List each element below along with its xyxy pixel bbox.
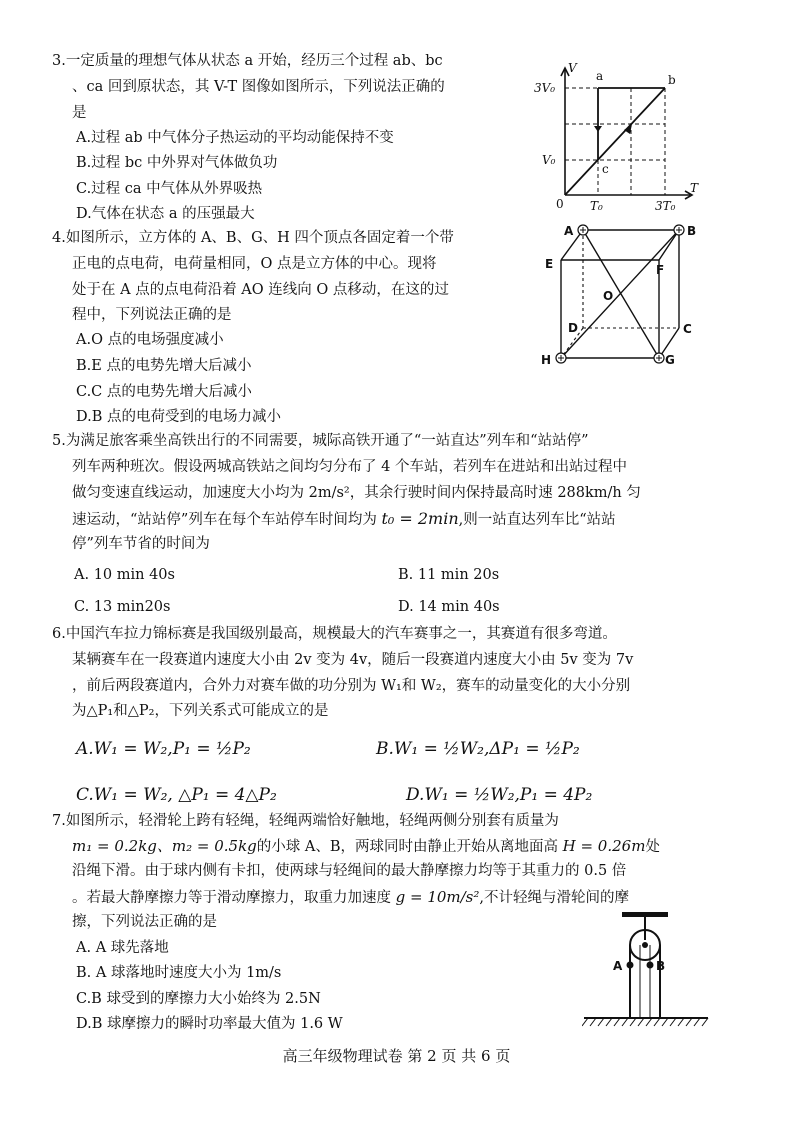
q3-option-a: A.过程 ab 中气体分子热运动的平均动能保持不变: [76, 130, 394, 146]
q5-stem-line-4-text-a: 速运动，“站站停”列车在每个车站停车时间均为: [72, 512, 377, 528]
q7-label-b: B: [656, 959, 666, 973]
q4-stem-line-3: 处于在 A 点的点电荷沿着 AO 连线向 O 点移动，在这的过: [72, 282, 449, 298]
q4-vertex-g: G: [665, 353, 675, 367]
q7-label-a: A: [613, 959, 623, 973]
q7-pulley-figure: [582, 910, 712, 1030]
q5-stem-line-2: 列车两种班次。假设两城高铁站之间均匀分布了 4 个车站，若列车在进站和出站过程中: [72, 459, 627, 475]
q4-option-c: C.C 点的电势先增大后减小: [76, 384, 252, 400]
q7-height-formula: H = 0.26m: [562, 837, 646, 855]
q5-stem-line-4: [72, 508, 616, 531]
q5-stem-line-3: 做匀变速直线运动，加速度大小均为 2m/s²，其余行驶时间内保持最高时速 288km/h 匀: [72, 485, 641, 501]
q4-option-d: D.B 点的电荷受到的电场力减小: [76, 409, 281, 425]
q3-option-c: C.过程 ca 中气体从外界吸热: [76, 181, 263, 197]
q7-stem-line-2-text-b: 的小球 A、B，两球同时由静止开始从离地面高: [256, 839, 559, 855]
q7-ball-a: [627, 962, 634, 969]
q5-option-c: C. 13 min20s: [74, 599, 171, 615]
q3-y-tick-v0: V₀: [542, 153, 556, 167]
q3-y-tick-3v0: 3V₀: [534, 81, 556, 95]
q3-origin-label: 0: [556, 197, 564, 211]
q7-stem-line-5: 擦，下列说法正确的是: [72, 914, 217, 930]
q3-stem-line-1: 3.一定质量的理想气体从状态 a 开始，经历三个过程 ab、bc: [52, 53, 443, 69]
q3-option-b: B.过程 bc 中外界对气体做负功: [76, 155, 278, 171]
q7-stem-line-2: [72, 835, 660, 858]
q6-option-b: B.W₁ = ½W₂,ΔP₁ = ½P₂: [376, 739, 580, 759]
q7-option-b: B. A 球落地时速度大小为 1m/s: [76, 965, 282, 981]
q7-stem-line-4-text-b: ,不计轻绳与滑轮间的摩: [479, 890, 630, 906]
q4-vertex-d: D: [568, 321, 578, 335]
q5-stem-line-1: 5.为满足旅客乘坐高铁出行的不同需要，城际高铁开通了“一站直达”列车和“站站停”: [52, 433, 589, 449]
q3-option-d: D.气体在状态 a 的压强最大: [76, 206, 255, 222]
q5-option-a: A. 10 min 40s: [74, 567, 175, 583]
q4-center-o: O: [603, 289, 614, 303]
q6-option-c: C.W₁ = W₂, △P₁ = 4△P₂: [76, 785, 277, 805]
q3-axis-t-label: T: [690, 181, 699, 195]
q3-axis-v-label: V: [568, 61, 577, 75]
q4-vertex-b: B: [687, 224, 697, 238]
q7-stem-line-2-text-d: 处: [645, 839, 660, 855]
q5-stop-time-formula: t₀ = 2min: [381, 509, 459, 528]
q7-option-a: A. A 球先落地: [76, 940, 169, 956]
q4-option-a: A.O 点的电场强度减小: [76, 332, 224, 348]
q4-stem-line-1: 4.如图所示，立方体的 A、B、G、H 四个顶点各固定着一个带: [52, 230, 454, 246]
q7-stem-line-4: [72, 886, 629, 909]
q5-option-d: D. 14 min 40s: [398, 599, 500, 615]
q5-option-b: B. 11 min 20s: [398, 567, 500, 583]
q3-point-a-label: a: [596, 69, 604, 83]
q7-option-d: D.B 球摩擦力的瞬时功率最大值为 1.6 W: [76, 1016, 343, 1032]
q3-stem-line-3: 是: [72, 105, 87, 121]
q4-vertex-c: C: [683, 322, 692, 336]
q4-cube-figure: [535, 218, 710, 373]
q7-ball-b: [647, 962, 654, 969]
q5-stem-line-5: 停”列车节省的时间为: [72, 536, 210, 552]
q4-vertex-f: F: [656, 263, 665, 277]
q3-x-tick-3t0: 3T₀: [655, 199, 676, 212]
q6-option-d: D.W₁ = ½W₂,P₁ = 4P₂: [406, 785, 593, 805]
q7-stem-line-4-text-a: 。若最大静摩擦力等于滑动摩擦力，取重力加速度: [72, 890, 391, 906]
page-footer: 高三年级物理试卷 第 2 页 共 6 页: [282, 1047, 511, 1065]
q4-option-b: B.E 点的电势先增大后减小: [76, 358, 252, 374]
q4-stem-line-2: 正电的点电荷，电荷量相同，O 点是立方体的中心。现将: [72, 256, 437, 272]
q7-stem-line-1: 7.如图所示，轻滑轮上跨有轻绳，轻绳两端恰好触地，轻绳两侧分别套有质量为: [52, 813, 559, 829]
q4-vertex-a: A: [564, 224, 574, 238]
q3-vt-graph: [530, 60, 705, 212]
q3-stem-line-2: 、ca 回到原状态，其 V-T 图像如图所示，下列说法正确的: [72, 79, 445, 95]
q3-point-c-label: c: [602, 162, 609, 176]
q7-mass-formula: m₁ = 0.2kg、m₂ = 0.5kg: [72, 837, 257, 855]
q7-stem-line-3: 沿绳下滑。由于球内侧有卡扣，使两球与轻绳间的最大静摩擦力均等于其重力的 0.5 倍: [72, 863, 627, 879]
q3-x-tick-t0: T₀: [590, 199, 603, 212]
q6-stem-line-2: 某辆赛车在一段赛道内速度大小由 2v 变为 4v，随后一段赛道内速度大小由 5v 变为 7v: [72, 652, 634, 668]
q4-stem-line-4: 程中，下列说法正确的是: [72, 307, 232, 323]
q5-stem-line-4-text-b: ,则一站直达列车比“站站: [458, 512, 616, 528]
q6-stem-line-1: 6.中国汽车拉力锦标赛是我国级别最高，规模最大的汽车赛事之一，其赛道有很多弯道。: [52, 626, 617, 642]
q7-gravity-formula: g = 10m/s²: [395, 888, 480, 906]
q6-option-a: A.W₁ = W₂,P₁ = ½P₂: [76, 739, 251, 759]
q7-option-c: C.B 球受到的摩擦力大小始终为 2.5N: [76, 991, 321, 1007]
q6-stem-line-3: ，前后两段赛道内，合外力对赛车做的功分别为 W₁和 W₂，赛车的动量变化的大小分别: [72, 678, 631, 694]
q4-vertex-e: E: [545, 257, 554, 271]
q4-vertex-h: H: [541, 353, 552, 367]
q3-point-b-label: b: [668, 73, 676, 87]
q6-stem-line-4: 为△P₁和△P₂，下列关系式可能成立的是: [72, 703, 329, 719]
